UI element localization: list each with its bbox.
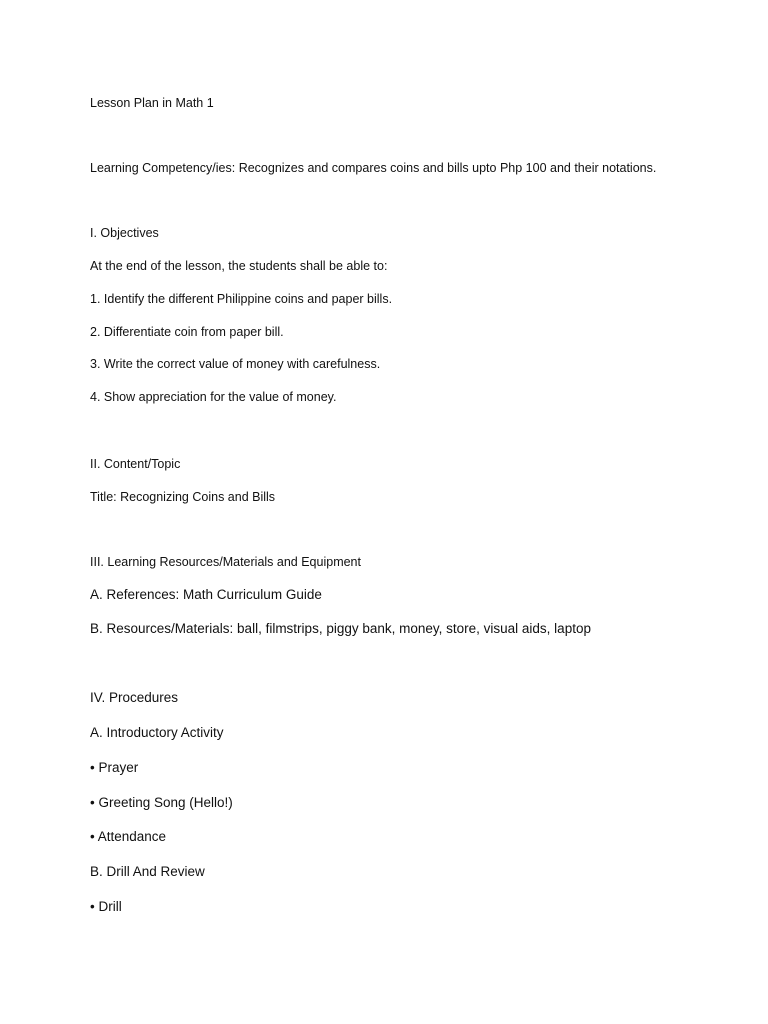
learning-competency: Learning Competency/ies: Recognizes and compares coins and bills upto Php 100 and their notations. [90,161,657,175]
resources-references: A. References: Math Curriculum Guide [90,587,322,602]
content-heading: II. Content/Topic [90,457,181,471]
procedure-list-item: • Prayer [90,760,139,775]
procedures-heading: IV. Procedures [90,690,179,705]
resources-materials: B. Resources/Materials: ball, filmstrips, piggy bank, money, store, visual aids, laptop [90,621,591,636]
objective-item-2: 2. Differentiate coin from paper bill. [90,325,284,339]
procedure-list-item: • Attendance [90,829,167,844]
objective-item-1: 1. Identify the different Philippine coins and paper bills. [90,292,393,306]
document-title: Lesson Plan in Math 1 [90,96,214,110]
objective-item-3: 3. Write the correct value of money with carefulness. [90,357,381,371]
drill-review-heading: B. Drill And Review [90,864,205,879]
content-title: Title: Recognizing Coins and Bills [90,490,276,504]
procedure-list-item: • Drill [90,899,122,914]
resources-heading: III. Learning Resources/Materials and Equipment [90,555,361,569]
objective-item-4: 4. Show appreciation for the value of money. [90,390,337,404]
procedure-list-item: • Greeting Song (Hello!) [90,795,233,810]
objectives-heading: I. Objectives [90,226,159,240]
objectives-intro: At the end of the lesson, the students shall be able to: [90,259,388,273]
introductory-activity: A. Introductory Activity [90,725,224,740]
